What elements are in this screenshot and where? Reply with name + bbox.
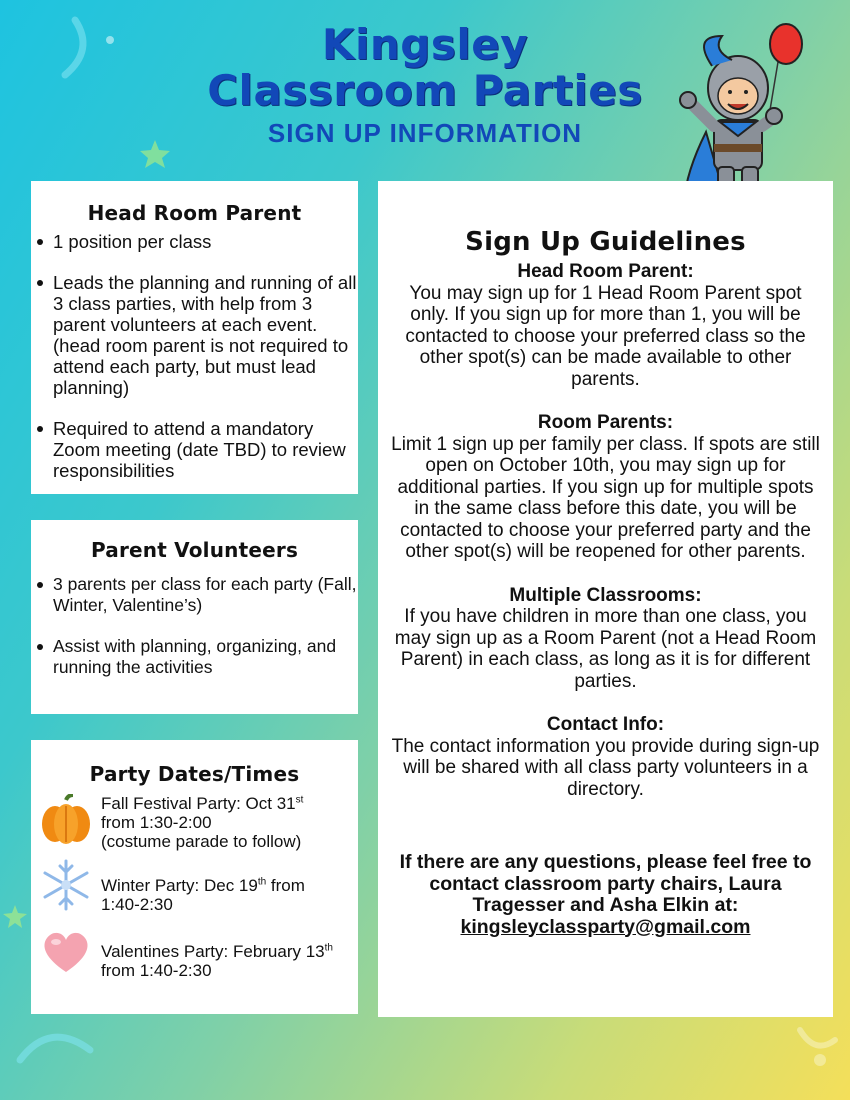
guideline-section [390, 412, 821, 563]
party-name: Winter Party: Dec 19 [101, 876, 258, 895]
guideline-section [390, 261, 821, 390]
guideline-section [390, 585, 821, 693]
party-time: 1:40-2:30 [101, 895, 173, 914]
parent-volunteers-card [31, 520, 358, 714]
guideline-section [390, 714, 821, 800]
party-name: Fall Festival Party: Oct 31 [101, 794, 296, 813]
ordinal-suffix: st [295, 794, 304, 806]
contact-text: If there are any questions, please feel free to contact classroom party chairs, Laura Tragesser and Asha Elkin at: [399, 851, 812, 916]
section-heading: Room Parents: [537, 412, 674, 433]
list-item: Assist with planning, organizing, and running the activities [53, 636, 358, 678]
section-body: The contact information you provide during sign-up will be shared with all class party volunteers in a directory. [391, 735, 820, 800]
list-item: 1 position per class [53, 231, 358, 252]
party-fall [37, 794, 358, 856]
pumpkin-icon [39, 794, 93, 848]
section-heading: Head Room Parent: [517, 261, 694, 282]
section-heading: Contact Info: [546, 714, 665, 735]
page-subtitle: SIGN UP INFORMATION [267, 118, 583, 148]
head-room-parent-card [31, 181, 358, 494]
header [150, 22, 700, 149]
page-title-line-1: Kingsley [321, 20, 529, 69]
section-body: If you have children in more than one class, you may sign up as a Room Parent (not a Head Room Parent) in each class, as long as it is for different parties. [394, 606, 817, 692]
party-name: Valentines Party: February 13 [101, 942, 325, 961]
party-valentines [37, 924, 358, 986]
list-item: Leads the planning and running of all 3 class parties, with help from 3 parent volunteers at each event. (head room parent is not required to attend each party, but must lead planning) [53, 272, 357, 398]
head-room-parent-title: Head Room Parent [87, 201, 302, 225]
guidelines-title: Sign Up Guidelines [465, 227, 746, 257]
section-body: Limit 1 sign up per family per class. If spots are still open on October 10th, you may sign up for additional parties. If you sign up for multiple spots in the same class before this date, you will be contacted to choose your preferred party and the other spot(s) will be reopened for other parents. [391, 433, 820, 562]
list-item: Required to attend a mandatory Zoom meeting (date TBD) to review responsibilities [53, 418, 358, 481]
ordinal-suffix: th [257, 876, 267, 888]
ordinal-suffix: th [324, 942, 333, 954]
parent-volunteers-title: Parent Volunteers [90, 538, 299, 562]
head-room-parent-list [31, 231, 358, 481]
contact-block [394, 852, 817, 938]
list-item: 3 parents per class for each party (Fall, Winter, Valentine’s) [53, 574, 357, 615]
section-heading: Multiple Classrooms: [509, 584, 702, 606]
party-time: from 1:30-2:00 [101, 813, 212, 832]
party-time: from 1:40-2:30 [101, 961, 212, 980]
heart-icon [39, 924, 93, 978]
contact-email-link[interactable]: kingsleyclassparty@gmail.com [460, 915, 751, 938]
party-dates-card [31, 740, 358, 1014]
page-title-line-2: Classroom Parties [207, 66, 643, 115]
party-dates-title: Party Dates/Times [89, 762, 300, 786]
party-note: (costume parade to follow) [101, 832, 302, 851]
sign-up-guidelines-card [378, 181, 833, 1017]
section-body: You may sign up for 1 Head Room Parent spot only. If you sign up for more than 1, you will be contacted to choose your preferred class so the other spot(s) can be made available to other parents. [405, 282, 806, 390]
parent-volunteers-list [31, 574, 358, 678]
party-winter: Winter Party: Dec 19th from 1:40-2:30 [37, 858, 358, 920]
snowflake-icon [39, 858, 93, 912]
